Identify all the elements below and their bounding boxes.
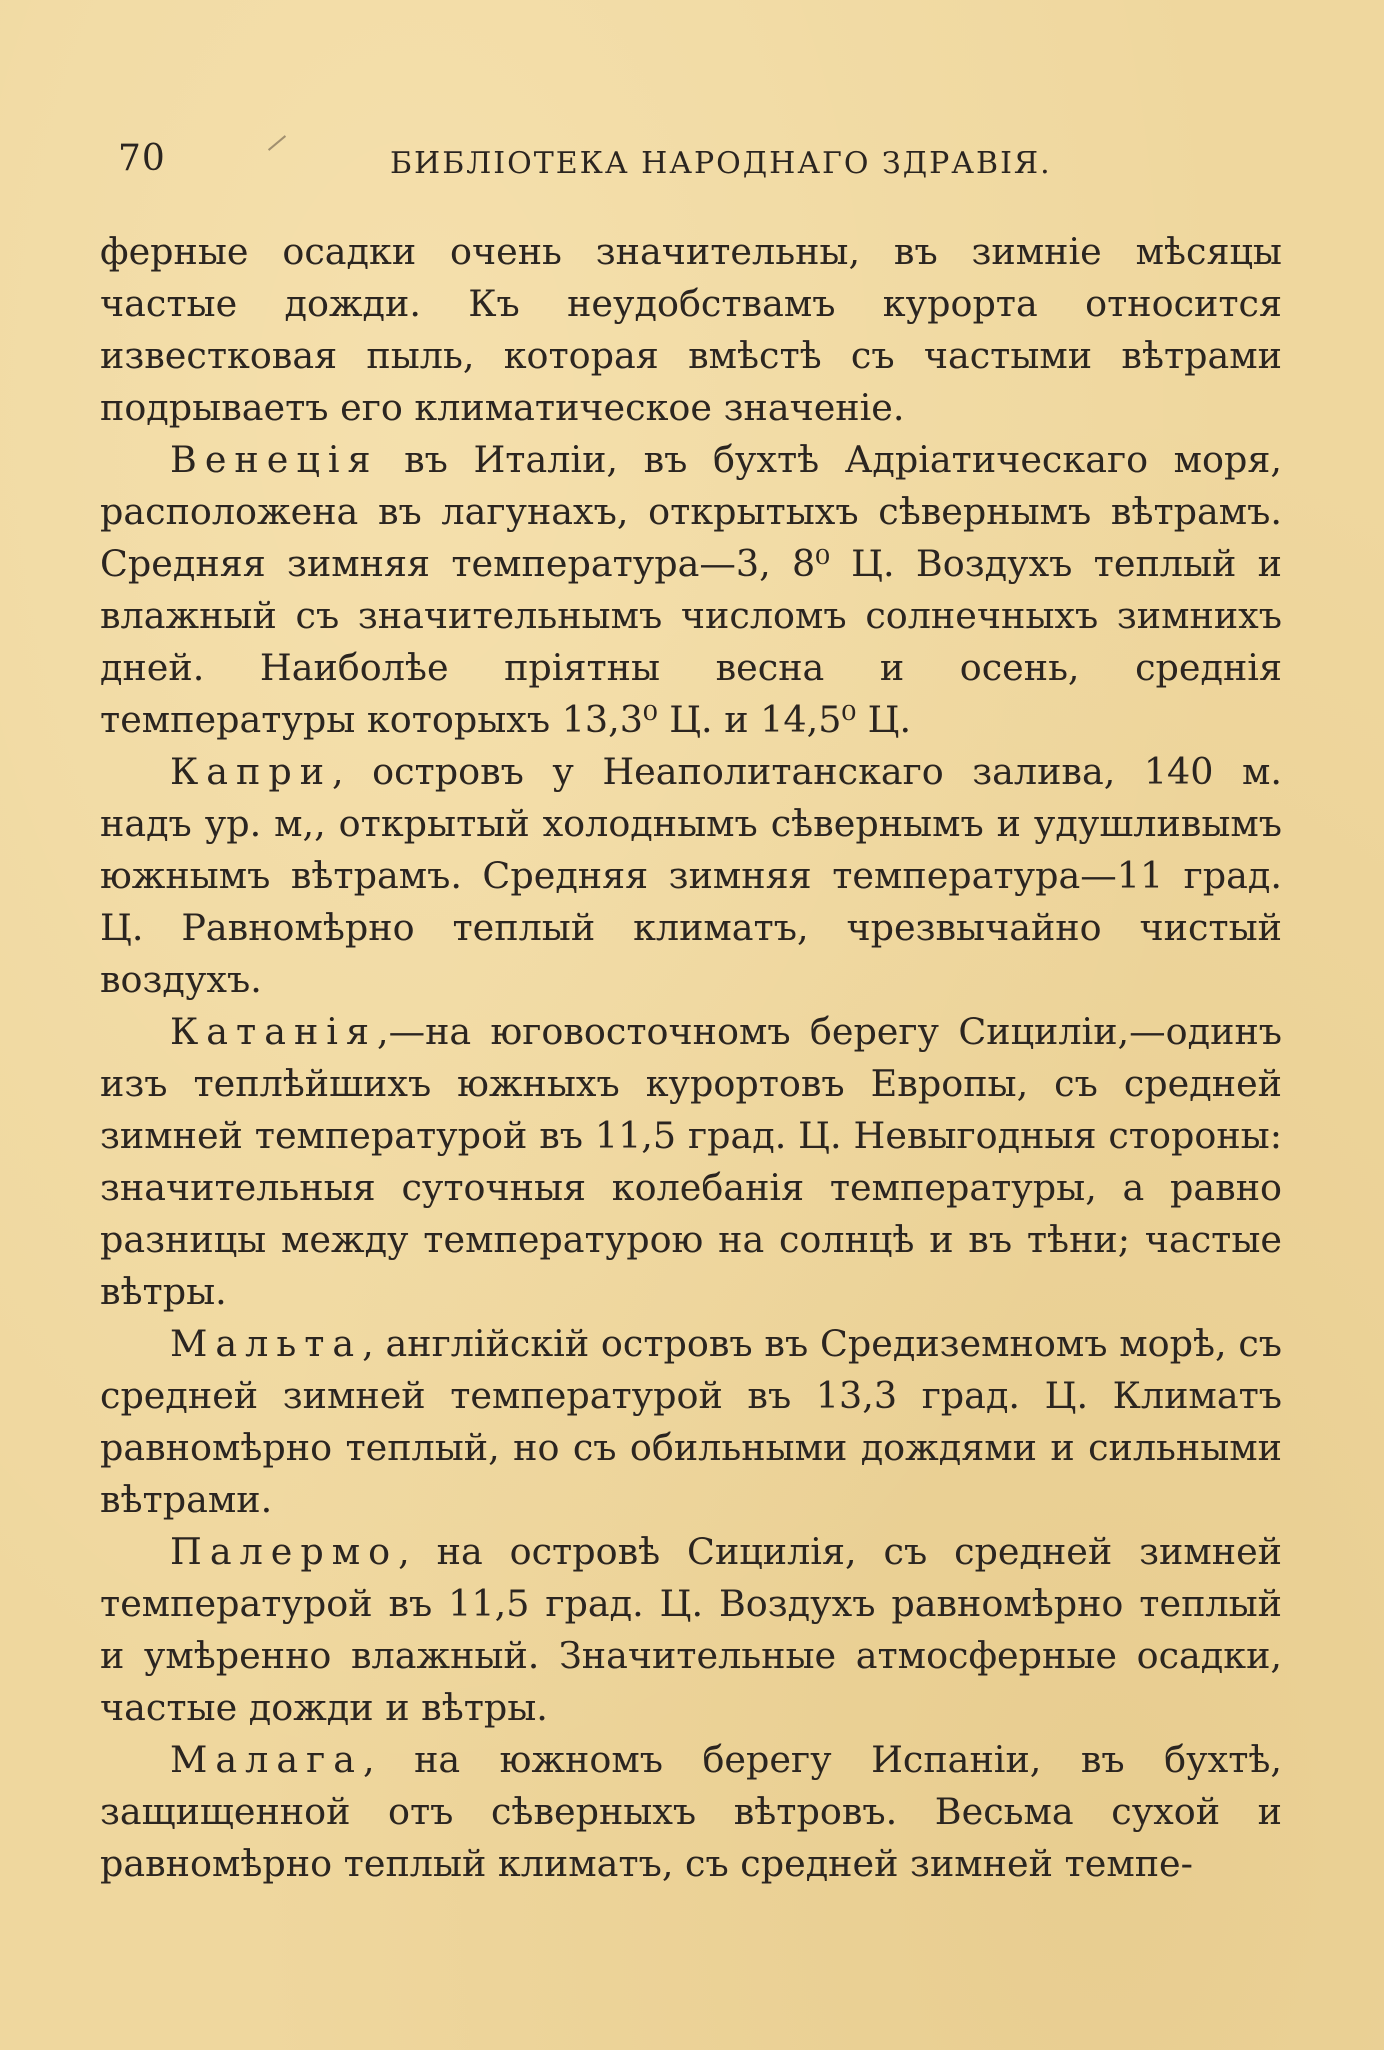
entry-malaga [100, 1734, 1282, 1890]
entry-name: Катанія [170, 1010, 377, 1053]
entry-name: Малага [170, 1738, 363, 1781]
entry-name: Венеція [170, 438, 379, 481]
entry-catania [100, 1006, 1282, 1318]
entry-text: въ Италіи, въ бухтѣ Адріатическаго моря, расположена въ лагунахъ, открытыхъ сѣвернымъ вѣтрамъ. Средняя зимняя температура—3, 8⁰ Ц. Воздухъ теплый и влажный съ значительнымъ числомъ солнечныхъ зимнихъ дней. Наиболѣе пріятны весна и осень, среднія температуры которыхъ 13,3⁰ Ц. и 14,5⁰ Ц. [100, 438, 1282, 741]
entry-name: Капри [170, 750, 333, 793]
running-title: БИБЛІОТЕКА НАРОДНАГО ЗДРАВІЯ. [390, 146, 1052, 181]
entry-name: Мальта [170, 1322, 363, 1365]
paragraph-text: ферные осадки очень значительны, въ зимніе мѣсяцы частые дожди. Къ неудобствамъ курорта относится известковая пыль, которая вмѣстѣ съ частыми вѣтрами подрываетъ его климатическое значеніе. [100, 230, 1282, 429]
paragraph-continuation [100, 226, 1282, 434]
page-number: 70 [118, 138, 166, 179]
entry-text: , островъ у Неаполитанскаго залива, 140 м. надъ ур. м,, открытый холоднымъ сѣвернымъ и удушливымъ южнымъ вѣтрамъ. Средняя зимняя температура—11 град. Ц. Равномѣрно теплый климатъ, чрезвычайно чистый воздухъ. [100, 750, 1282, 1001]
entry-venice [100, 434, 1282, 746]
entry-name: Палермо [170, 1530, 399, 1573]
entry-palermo [100, 1526, 1282, 1734]
entry-text: , на южномъ берегу Испаніи, въ бухтѣ, защищенной отъ сѣверныхъ вѣтровъ. Весьма сухой и равномѣрно теплый климатъ, съ средней зимней темпе- [100, 1738, 1282, 1885]
entry-text: , англійскій островъ въ Средиземномъ морѣ, съ средней зимней температурой въ 13,3 град. Ц. Климатъ равномѣрно теплый, но съ обильными дождями и сильными вѣтрами. [100, 1322, 1282, 1521]
page-header [118, 138, 1298, 188]
entry-capri [100, 746, 1282, 1006]
entry-text: , на островѣ Сицилія, съ средней зимней температурой въ 11,5 град. Ц. Воздухъ равномѣрно теплый и умѣренно влажный. Значительные атмосферные осадки, частые дожди и вѣтры. [100, 1530, 1282, 1729]
entry-text: ,—на юговосточномъ берегу Сициліи,—одинъ изъ теплѣйшихъ южныхъ курортовъ Европы, съ средней зимней температурой въ 11,5 град. Ц. Невыгодныя стороны: значительныя суточныя колебанія температуры, а равно разницы между температурою на солнцѣ и въ тѣни; частые вѣтры. [100, 1010, 1282, 1313]
entry-malta [100, 1318, 1282, 1526]
body-text [100, 226, 1282, 1890]
